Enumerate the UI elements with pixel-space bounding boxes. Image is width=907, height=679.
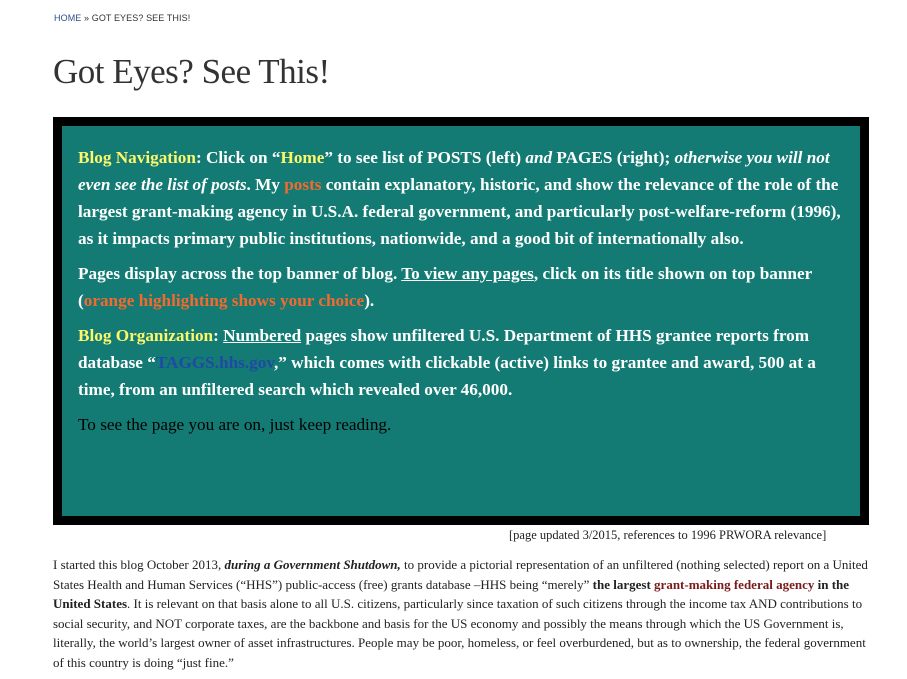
- pages-paragraph: [78, 260, 844, 314]
- breadcrumb-home-link[interactable]: HOME: [54, 13, 82, 23]
- text-segment: pages show unfiltered U.S. Department of HHS grantee reports from database “: [78, 326, 810, 372]
- home-link[interactable]: Home: [280, 148, 325, 167]
- breadcrumb-separator: »: [81, 13, 92, 23]
- blog-organization-paragraph: [78, 322, 844, 403]
- posts-link[interactable]: posts: [284, 175, 322, 194]
- intro-paragraph: [53, 555, 869, 673]
- breadcrumb: [54, 13, 190, 23]
- text-segment: PAGES (right);: [552, 148, 675, 167]
- text-segment: I started this blog October 2013,: [53, 557, 225, 572]
- blog-organization-label: Blog Organization: [78, 326, 214, 345]
- text-segment-italic: otherwise you will not even see the list of posts: [78, 148, 830, 194]
- text-segment-bold: the largest: [592, 576, 651, 592]
- text-segment: ).: [364, 291, 375, 310]
- text-segment: . It is relevant on that basis alone to all U.S. citizens, particularly since taxation of such citizens through the income tax AND contributions to social security, and NOT corporate taxes, are the backbone and basis for the US economy and possibly the means through which the US Government is, literally, the world’s largest owner of asset infrastructures. People may be poor, homeless, or feel overburdened, but as to ownership, the federal government of this country is doing “just fine.”: [53, 596, 866, 670]
- taggs-link[interactable]: TAGGS.hhs.gov: [155, 353, 274, 372]
- text-segment: ,” which comes with clickable (active) links to grantee and award, 500 at a time, from an unfiltered search which revealed over 46,000.: [78, 353, 816, 399]
- keep-reading-text: To see the page you are on, just keep reading.: [78, 415, 392, 434]
- blog-navigation-label: Blog Navigation: [78, 148, 196, 167]
- view-pages-link[interactable]: To view any pages: [401, 264, 534, 283]
- page-updated-caption: [page updated 3/2015, references to 1996 PRWORA relevance]: [509, 528, 827, 542]
- text-segment: :: [213, 326, 224, 345]
- text-segment-italic: and: [525, 148, 553, 167]
- agency-highlight: grant-making federal agency: [654, 576, 815, 592]
- breadcrumb-current: GOT EYES? SEE THIS!: [91, 13, 191, 23]
- text-segment: , click on its title shown on top banner (: [78, 264, 812, 310]
- navigation-info-panel: [62, 126, 860, 516]
- text-segment: Pages display across the top banner of blog.: [78, 264, 402, 283]
- text-segment: . My: [246, 175, 285, 194]
- numbered-text: Numbered: [223, 326, 302, 345]
- blog-navigation-paragraph: [78, 144, 844, 252]
- text-segment: ” to see list of POSTS (left): [324, 148, 526, 167]
- page-title: Got Eyes? See This!: [53, 52, 330, 91]
- text-segment: to provide a pictorial representation of an unfiltered (nothing selected) report on a United States Health and Human Services (“HHS”) public-access (free) grants database –HHS being “merely”: [53, 557, 868, 592]
- text-segment-bold-italic: during a Government Shutdown,: [224, 557, 401, 572]
- text-segment-bold: in the United States: [53, 576, 850, 612]
- navigation-info-box: [53, 117, 869, 525]
- text-segment: contain explanatory, historic, and show the relevance of the role of the largest grant-making agency in U.S.A. federal government, and particularly post-welfare-reform (1996), as it impacts primary public institutions, nationwide, and a good bit of internationally also.: [78, 175, 841, 248]
- text-segment: : Click on “: [195, 148, 281, 167]
- orange-highlight-text: orange highlighting shows your choice: [83, 291, 365, 310]
